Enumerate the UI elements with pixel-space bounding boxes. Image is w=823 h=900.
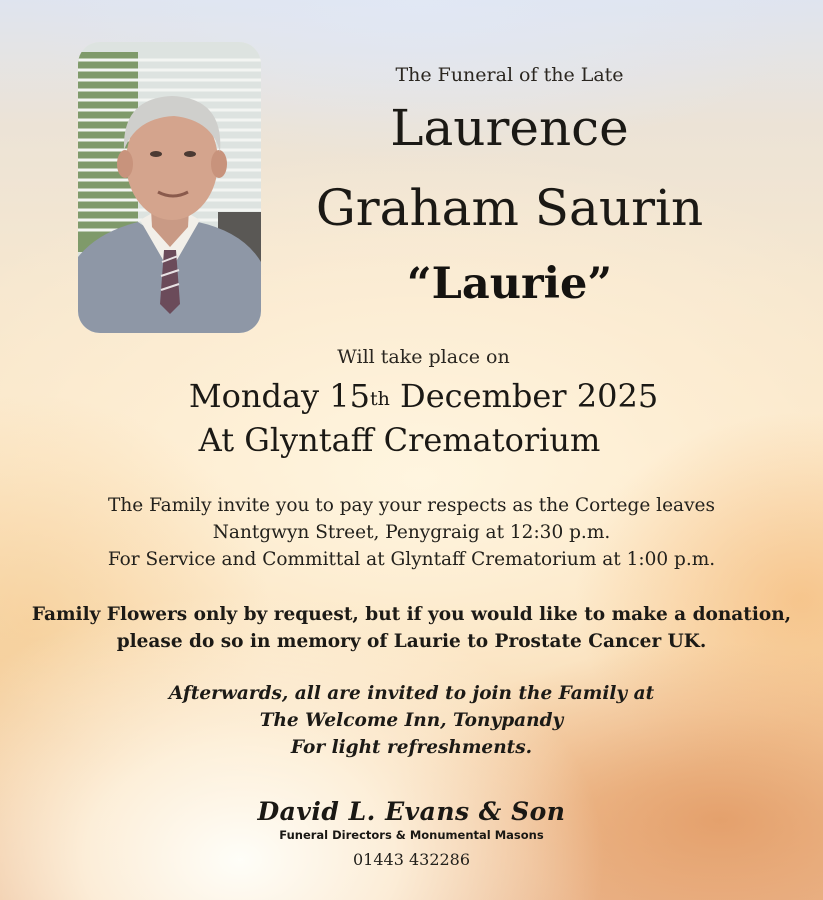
funeral-director-name: David L. Evans & Son <box>257 797 566 826</box>
notice-intro: The Funeral of the Late <box>395 64 624 86</box>
funeral-director-phone: 01443 432286 <box>352 850 471 869</box>
will-take-place-label: Will take place on <box>337 346 510 368</box>
cortege-line: For Service and Committal at Glyntaff Crematorium at 1:00 p.m. <box>107 549 716 570</box>
deceased-first-name: Laurence <box>390 99 629 157</box>
funeral-director-subtitle: Funeral Directors & Monumental Masons <box>279 828 544 842</box>
deceased-nickname: “Laurie” <box>406 259 613 309</box>
afterwards-line: For light refreshments. <box>290 737 533 758</box>
afterwards-note <box>0 680 823 761</box>
deceased-surname: Graham Saurin <box>315 179 704 237</box>
afterwards-line: Afterwards, all are invited to join the Family at <box>168 683 655 704</box>
cortege-line: Nantgwyn Street, Penygraig at 12:30 p.m. <box>212 522 611 543</box>
cortege-line: The Family invite you to pay your respects as the Cortege leaves <box>108 495 715 516</box>
cortege-details <box>0 492 823 573</box>
flowers-donation-note <box>0 601 823 655</box>
funeral-date-rest: December 2025 <box>389 377 659 415</box>
afterwards-line: The Welcome Inn, Tonypandy <box>259 710 564 731</box>
funeral-date <box>12 376 823 416</box>
flowers-line: Family Flowers only by request, but if you would like to make a donation, <box>31 604 792 625</box>
funeral-date-suffix: th <box>370 388 390 410</box>
funeral-director-logo <box>250 796 573 842</box>
funeral-venue: At Glyntaff Crematorium <box>198 421 601 459</box>
funeral-date-day: Monday 15 <box>188 377 370 415</box>
flowers-line: please do so in memory of Laurie to Prostate Cancer UK. <box>116 631 707 652</box>
